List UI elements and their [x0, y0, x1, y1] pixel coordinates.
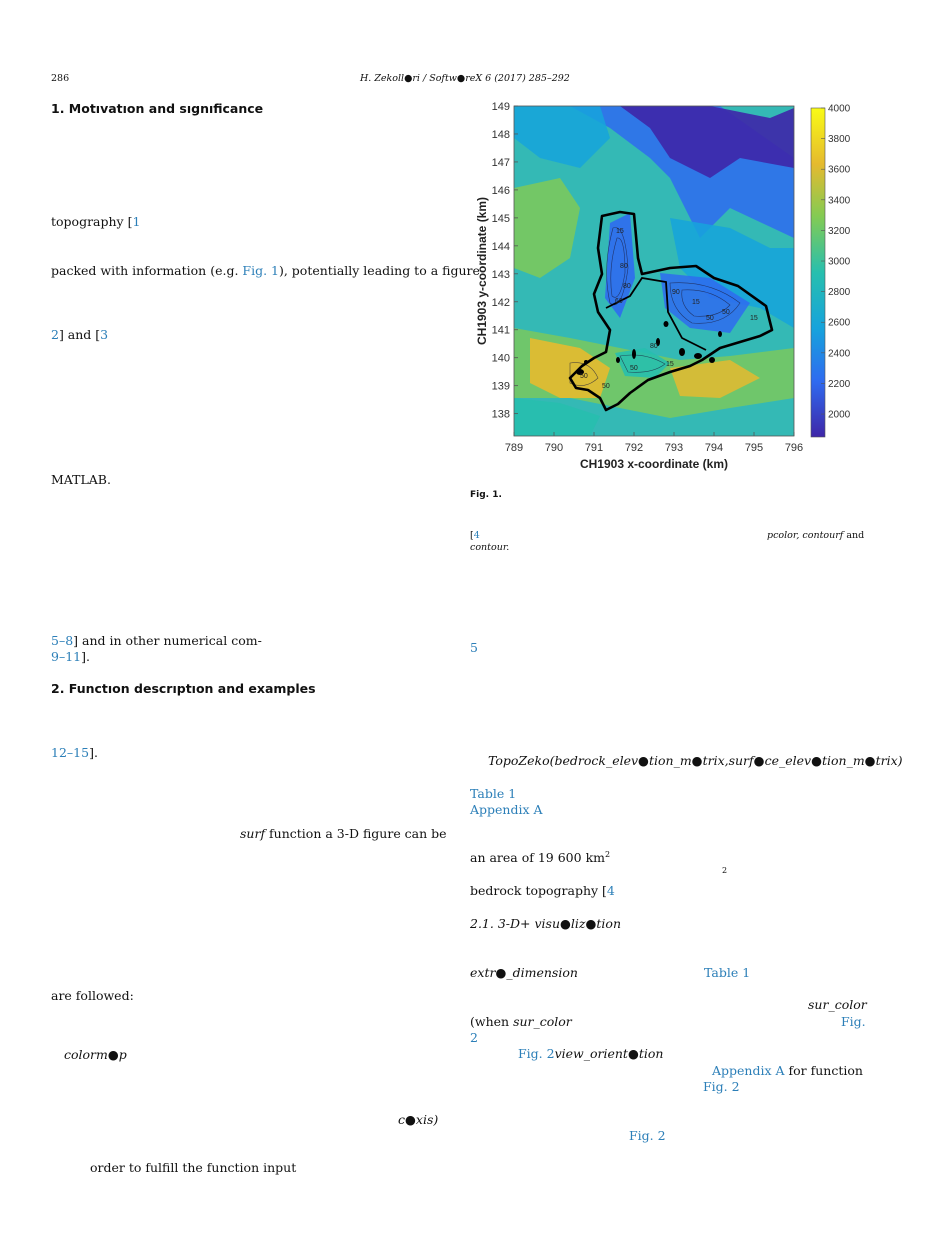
- code-term: sur_color: [513, 1014, 572, 1029]
- contour-label: 60: [615, 298, 623, 305]
- colorbar-tick-label: 4000: [828, 103, 851, 115]
- contour-label: 15: [750, 315, 758, 322]
- text: topography [: [51, 214, 133, 229]
- right-line-pcolor: [767, 530, 864, 541]
- colorbar-ticks: [821, 104, 851, 421]
- code-term: pcolor, contourf: [767, 530, 844, 541]
- nunatak: [694, 353, 702, 359]
- contour-label: 80: [620, 263, 628, 270]
- y-axis-label: CH1903 y-coordinate (km): [475, 196, 489, 346]
- contour-label: 15: [692, 299, 700, 306]
- colorbar-tick-label: 3000: [828, 256, 851, 268]
- colorbar-tick-label: 2400: [828, 348, 851, 360]
- left-line-caxis: c●xis): [398, 1112, 439, 1127]
- figure-1-label: Fig. 1.: [470, 490, 502, 500]
- x-tick-label: 791: [584, 442, 604, 454]
- x-tick-label: 790: [544, 442, 564, 454]
- right-line-ref4: [470, 530, 480, 541]
- colorbar-tick-label: 3200: [828, 225, 851, 237]
- contour-label: 80: [623, 283, 631, 290]
- y-tick-label: 138: [491, 408, 510, 421]
- superscript: 2: [605, 850, 611, 859]
- nunatak: [584, 360, 588, 364]
- fig-link[interactable]: Fig. 1: [242, 263, 279, 278]
- contour-label: 15: [666, 361, 674, 368]
- y-tick-label: 147: [491, 156, 510, 169]
- appendix-link[interactable]: Appendix A: [470, 802, 543, 817]
- code-term-extra-dimension: extr●_dimension: [470, 965, 578, 980]
- code-term: view_orient●tion: [554, 1046, 664, 1061]
- left-line-topography: [51, 214, 140, 229]
- right-line-area: [470, 850, 610, 865]
- y-tick-label: 141: [491, 324, 510, 337]
- text: and: [843, 530, 865, 541]
- ref-link[interactable]: 5–8: [51, 633, 74, 648]
- section-1-heading: 1. Motıvatıon and sıgnıficance: [51, 101, 264, 116]
- fig-link[interactable]: Fig.: [841, 1014, 866, 1029]
- table-link[interactable]: Table 1: [704, 965, 751, 980]
- text: packed with information (e.g.: [51, 263, 243, 278]
- colorbar-tick-label: 2200: [828, 378, 851, 390]
- text: bedrock topography [: [470, 883, 607, 898]
- fig-link[interactable]: Fig. 2: [518, 1046, 555, 1061]
- contour-label: 50: [602, 383, 610, 390]
- y-tick-label: 143: [491, 268, 510, 281]
- ref-link[interactable]: 12–15: [51, 745, 90, 760]
- text: ), potentially leading to a figure: [278, 263, 480, 278]
- right-line-when: [470, 1014, 572, 1029]
- text: for function: [784, 1063, 863, 1078]
- ref-link[interactable]: 5: [470, 640, 478, 655]
- contour-label: 15: [616, 228, 624, 235]
- y-tick-label: 140: [491, 352, 510, 365]
- contour-label: 80: [650, 343, 658, 350]
- left-line-refs-12-15: [51, 745, 98, 760]
- right-line-bedrock: [470, 883, 615, 898]
- x-tick-label: 796: [784, 442, 804, 454]
- contour-label: 50: [580, 373, 588, 380]
- y-tick-label: 148: [491, 128, 510, 141]
- left-line-packed: [51, 263, 480, 278]
- subsection-2-1-heading: 2.1. 3-D+ visu●liz●tion: [470, 916, 621, 931]
- ref-link[interactable]: 3: [100, 327, 109, 342]
- left-line-fulfill: order to fulfill the function input: [90, 1160, 297, 1175]
- y-tick-label: 139: [491, 380, 510, 393]
- left-line-matlab: MATLAB.: [51, 472, 111, 487]
- y-tick-label: 149: [491, 101, 510, 113]
- contour-label: 90: [672, 289, 680, 296]
- left-line-colormap: colorm●p: [64, 1047, 127, 1062]
- colorbar: [811, 108, 825, 437]
- left-line-refs-5-8: [51, 633, 262, 648]
- nunatak: [632, 349, 636, 359]
- ref-link[interactable]: 9–11: [51, 649, 82, 664]
- x-axis-label: CH1903 x-coordinate (km): [579, 457, 729, 471]
- left-line-surf: [240, 826, 447, 841]
- ref-link[interactable]: 4: [606, 883, 615, 898]
- nunatak: [709, 357, 715, 363]
- x-tick-label: 793: [664, 442, 684, 454]
- figure-1-chart: [470, 98, 865, 476]
- ref-link[interactable]: 2: [51, 327, 59, 342]
- right-line-appendix: [712, 1063, 863, 1078]
- colorbar-tick-label: 3600: [828, 164, 851, 176]
- y-tick-label: 145: [491, 212, 510, 225]
- ref-link[interactable]: 1: [132, 214, 141, 229]
- y-tick-label: 144: [491, 240, 510, 253]
- text: ].: [81, 649, 90, 664]
- text: ] and in other numerical com-: [73, 633, 262, 648]
- y-tick-label: 146: [491, 184, 510, 197]
- text: ] and [: [58, 327, 101, 342]
- nunatak: [679, 348, 685, 356]
- table-link[interactable]: Table 1: [470, 786, 517, 801]
- colorbar-tick-label: 3800: [828, 134, 851, 146]
- nunatak: [664, 321, 669, 327]
- contour-label: 50: [722, 309, 730, 316]
- text: [: [470, 530, 474, 541]
- x-tick-label: 794: [704, 442, 724, 454]
- left-line-refs-9-11: [51, 649, 90, 664]
- section-2-heading: 2. Functıon descrıptıon and examples: [51, 681, 316, 696]
- text: ].: [89, 745, 98, 760]
- contour-label: 50: [706, 315, 714, 322]
- nunatak: [718, 331, 722, 337]
- fig-link[interactable]: Fig. 2: [703, 1079, 740, 1094]
- fig-link[interactable]: Fig. 2: [629, 1128, 666, 1143]
- contour-label: 50: [630, 365, 638, 372]
- x-tick-label: 792: [624, 442, 644, 454]
- right-line-contour: contour.: [470, 542, 510, 553]
- appendix-link[interactable]: Appendix A: [712, 1063, 785, 1078]
- fig-link[interactable]: 2: [470, 1030, 478, 1045]
- text: (when: [470, 1014, 514, 1029]
- y-tick-label: 142: [491, 296, 510, 309]
- colorbar-tick-label: 2000: [828, 409, 851, 421]
- nunatak: [616, 357, 620, 363]
- function-signature: TopoZeko(bedrock_elev●tion_m●trix,surf●ce_elev●tion_m●trix): [488, 753, 903, 768]
- running-title: H. Zekoll●ri / Softw●reX 6 (2017) 285–292: [360, 73, 570, 84]
- page-number: 286: [51, 73, 70, 84]
- x-tick-label: 795: [744, 442, 764, 454]
- right-line-view-orientation: [518, 1046, 663, 1061]
- colorbar-tick-label: 2600: [828, 317, 851, 329]
- colorbar-tick-label: 2800: [828, 287, 851, 299]
- superscript-orphan: 2: [722, 866, 728, 875]
- text: function a 3-D figure can be: [265, 826, 447, 841]
- text: an area of 19 600 km: [470, 850, 605, 866]
- x-tick-label: 789: [504, 442, 524, 454]
- left-line-refs-2-3: [51, 327, 108, 342]
- left-line-followed: are followed:: [51, 988, 134, 1003]
- colorbar-tick-label: 3400: [828, 195, 851, 207]
- code-term: surf: [240, 826, 266, 841]
- code-term-sur-color: sur_color: [808, 997, 867, 1012]
- ref-link[interactable]: 4: [473, 530, 480, 541]
